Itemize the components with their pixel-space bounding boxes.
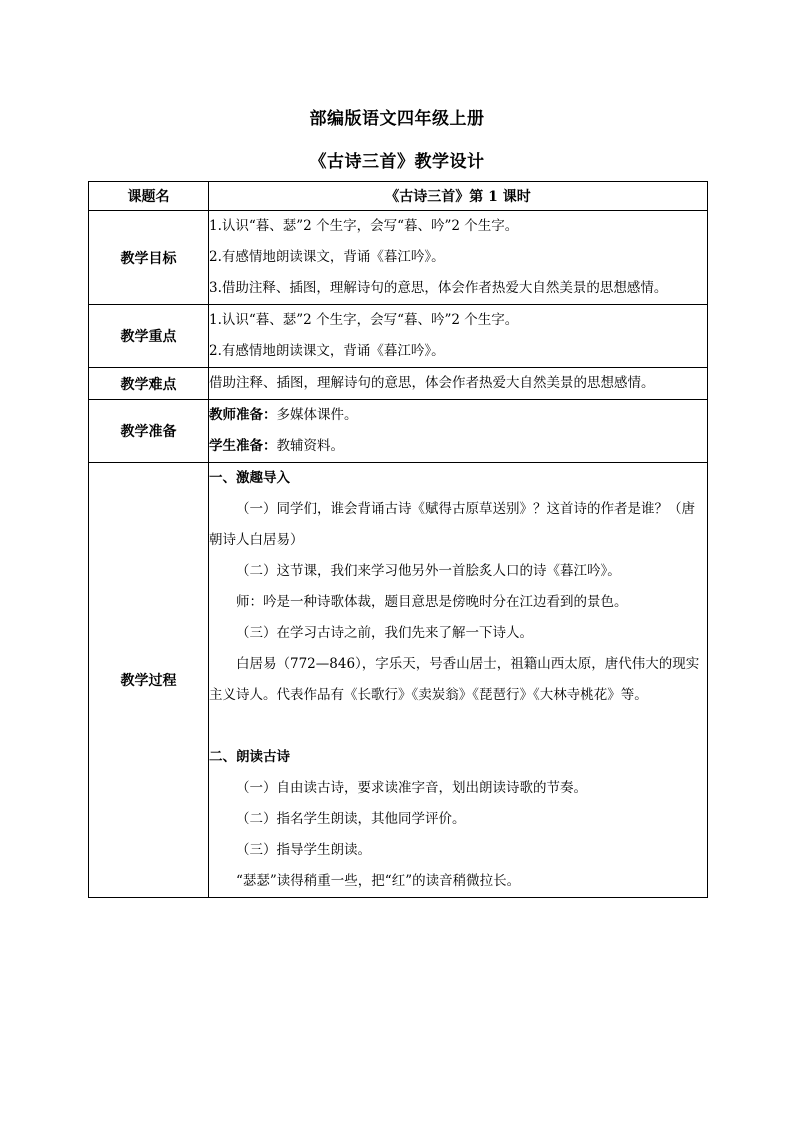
process-paragraph: （三）在学习古诗之前，我们先来了解一下诗人。	[236, 625, 533, 641]
process-paragraph: （一）自由读古诗，要求读准字音，划出朗读诗歌的节奏。	[236, 780, 587, 796]
row-preparation	[89, 400, 708, 463]
document-subtitle: 《古诗三首》教学设计	[309, 152, 485, 172]
row-objectives	[89, 211, 708, 305]
blank-line	[209, 711, 707, 742]
row-difficulties	[89, 368, 708, 400]
lesson-plan-table	[88, 181, 708, 898]
student-prep-value: 教辅资料。	[276, 438, 344, 454]
teacher-prep-value: 多媒体课件。	[276, 407, 358, 423]
label-objectives: 教学目标	[89, 211, 209, 305]
objective-line: 2.有感情地朗读课文，背诵《暮江吟》。	[209, 249, 445, 265]
student-preparation	[209, 431, 707, 462]
row-topic	[89, 182, 708, 211]
process-paragraph: （二）这节课，我们来学习他另外一首脍炙人口的诗《暮江吟》。	[236, 563, 621, 579]
process-content	[209, 463, 708, 898]
process-paragraph: 师：吟是一种诗歌体裁，题目意思是傍晚时分在江边看到的景色。	[236, 594, 628, 610]
process-paragraph: （三）指导学生朗读。	[236, 842, 371, 858]
section-heading: 二、朗读古诗	[209, 749, 290, 765]
label-process: 教学过程	[89, 463, 209, 898]
process-paragraph: （二）指名学生朗读，其他同学评价。	[236, 811, 466, 827]
objectives-content	[209, 211, 708, 305]
objective-line: 1.认识“暮、瑟”2 个生字，会写“暮、吟”2 个生字。	[209, 218, 519, 234]
difficulties-content	[209, 368, 708, 400]
teacher-preparation	[209, 400, 707, 431]
topic-value: 《古诗三首》第 1 课时	[209, 182, 708, 211]
process-paragraph: （一）同学们，谁会背诵古诗《赋得古原草送别》？这首诗的作者是谁？（唐朝诗人白居易）	[209, 501, 695, 548]
key-point-line: 2.有感情地朗读课文，背诵《暮江吟》。	[209, 343, 445, 359]
teacher-prep-label: 教师准备：	[209, 407, 277, 423]
label-preparation: 教学准备	[89, 400, 209, 463]
label-key-points: 教学重点	[89, 305, 209, 368]
process-paragraph: “瑟瑟”读得稍重一些，把“红”的读音稍微拉长。	[236, 873, 521, 889]
document-title: 部编版语文四年级上册	[309, 109, 485, 129]
row-key-points	[89, 305, 708, 368]
section-heading: 一、激趣导入	[209, 470, 290, 486]
label-topic: 课题名	[89, 182, 209, 211]
difficulties-text: 借助注释、插图，理解诗句的意思，体会作者热爱大自然美景的思想感情。	[209, 375, 655, 391]
label-difficulties: 教学难点	[89, 368, 209, 400]
student-prep-label: 学生准备：	[209, 438, 277, 454]
key-points-content	[209, 305, 708, 368]
preparation-content	[209, 400, 708, 463]
key-point-line: 1.认识“暮、瑟”2 个生字，会写“暮、吟”2 个生字。	[209, 312, 519, 328]
process-paragraph: 白居易（772—846），字乐天，号香山居士，祖籍山西太原，唐代伟大的现实主义诗人。代表作品有《长歌行》《卖炭翁》《琵琶行》《大林寺桃花》等。	[209, 656, 700, 703]
objective-line: 3.借助注释、插图，理解诗句的意思，体会作者热爱大自然美景的思想感情。	[209, 280, 668, 296]
row-process	[89, 463, 708, 898]
